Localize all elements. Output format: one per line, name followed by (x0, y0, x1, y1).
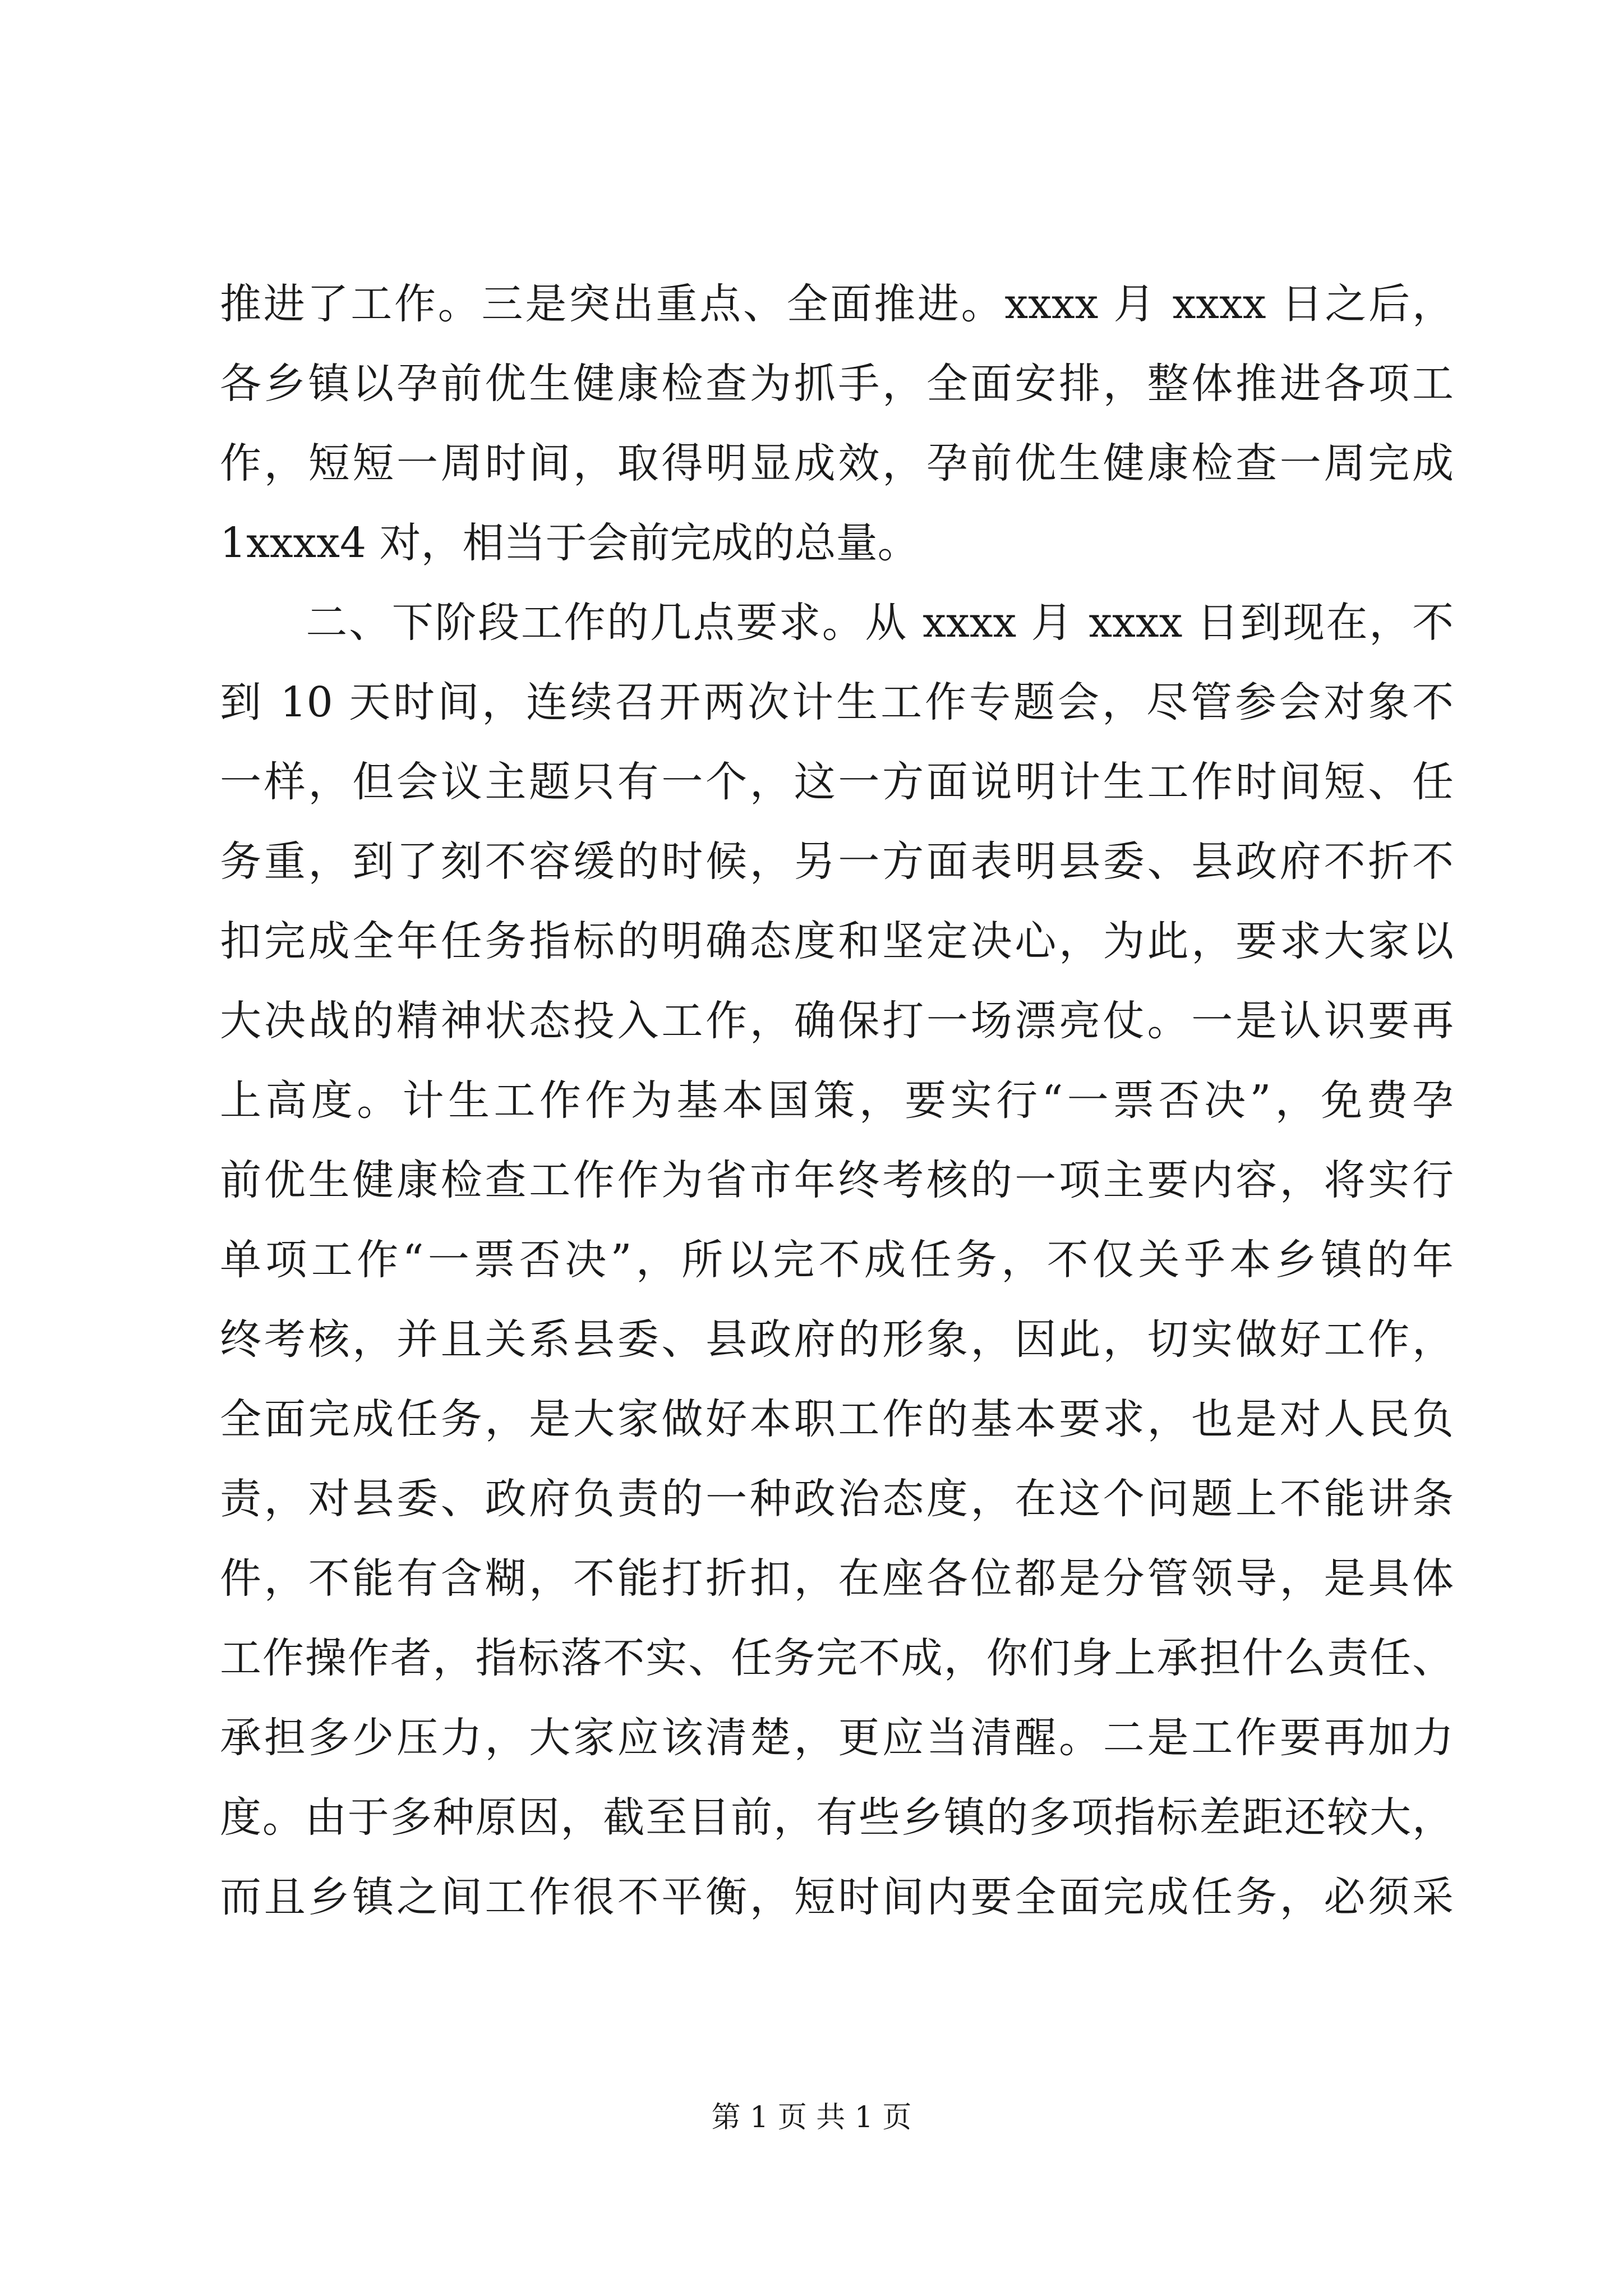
text-line: 作，短短一周时间，取得明显成效，孕前优生健康检查一周完成 (220, 439, 1454, 487)
text-line: 全面完成任务，是大家做好本职工作的基本要求，也是对人民负 (220, 1395, 1454, 1443)
text-line: 单项工作“一票否决”，所以完不成任务，不仅关乎本乡镇的年 (220, 1236, 1454, 1284)
text-line: 务重，到了刻不容缓的时候，另一方面表明县委、县政府不折不 (220, 838, 1454, 886)
text-line: 件，不能有含糊，不能打折扣，在座各位都是分管领导，是具体 (220, 1554, 1454, 1603)
text-line: 到 10 天时间，连续召开两次计生工作专题会，尽管参会对象不 (220, 678, 1454, 726)
text-line: 度。由于多种原因，截至目前，有些乡镇的多项指标差距还较大， (220, 1793, 1454, 1842)
text-line: 上高度。计生工作作为基本国策，要实行“一票否决”，免费孕 (220, 1076, 1454, 1125)
text-line: 扣完成全年任务指标的明确态度和坚定决心，为此，要求大家以 (220, 917, 1454, 965)
document-body (220, 264, 1454, 1937)
text-line: 而且乡镇之间工作很不平衡，短时间内要全面完成任务，必须采 (220, 1873, 1454, 1921)
text-line: 一样，但会议主题只有一个，这一方面说明计生工作时间短、任 (220, 758, 1454, 806)
text-line: 推进了工作。三是突出重点、全面推进。xxxx 月 xxxx 日之后， (220, 280, 1454, 328)
text-line: 责，对县委、政府负责的一种政治态度，在这个问题上不能讲条 (220, 1475, 1454, 1523)
text-line: 各乡镇以孕前优生健康检查为抓手，全面安排，整体推进各项工 (220, 360, 1454, 408)
text-line: 1xxxx4 对，相当于会前完成的总量。 (220, 519, 919, 567)
text-line: 终考核，并且关系县委、县政府的形象，因此，切实做好工作， (220, 1315, 1454, 1364)
text-line: 工作操作者，指标落不实、任务完不成，你们身上承担什么责任、 (220, 1634, 1454, 1682)
text-line: 承担多少压力，大家应该清楚，更应当清醒。二是工作要再加力 (220, 1714, 1454, 1762)
text-line: 二、下阶段工作的几点要求。从 xxxx 月 xxxx 日到现在，不 (220, 599, 1454, 647)
text-line: 大决战的精神状态投入工作，确保打一场漂亮仗。一是认识要再 (220, 997, 1454, 1045)
text-line: 前优生健康检查工作作为省市年终考核的一项主要内容，将实行 (220, 1156, 1454, 1204)
page-footer: 第 1 页 共 1 页 (711, 2101, 912, 2134)
